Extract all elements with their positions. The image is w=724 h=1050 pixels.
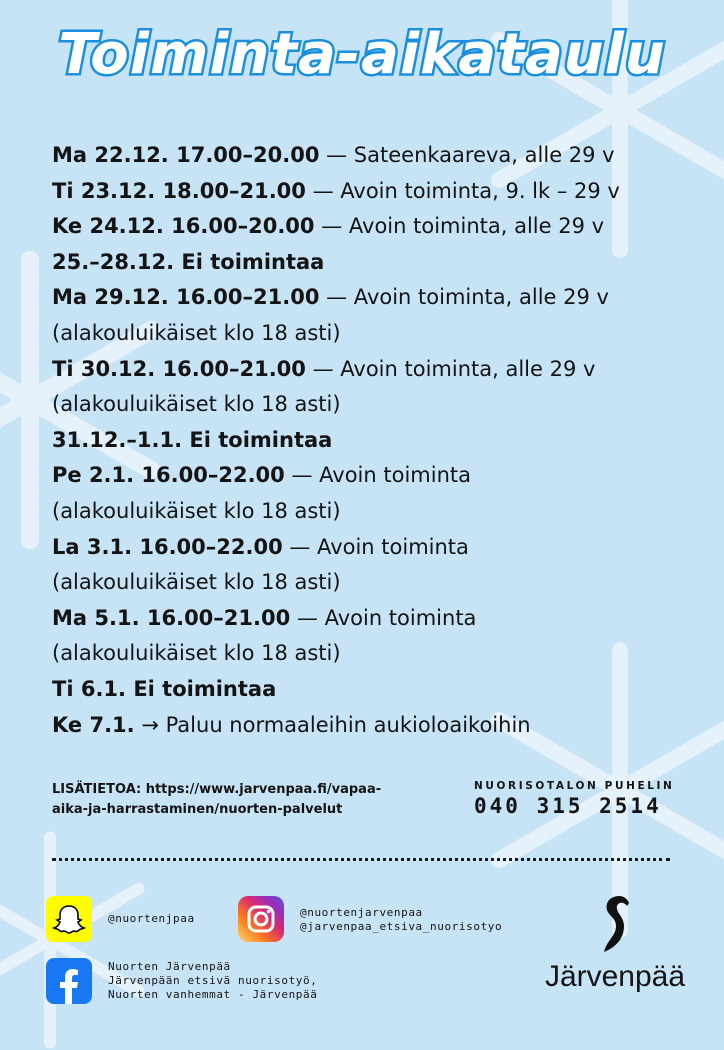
instagram-handle[interactable]: @nuortenjarvenpaa bbox=[300, 906, 423, 919]
page-title: Toiminta-aikataulu bbox=[58, 22, 666, 87]
schedule-detail: (alakouluikäiset klo 18 asti) bbox=[52, 641, 341, 666]
schedule-line bbox=[52, 530, 692, 566]
schedule-line bbox=[52, 423, 692, 459]
facebook-pages bbox=[108, 960, 317, 1002]
instagram-handles bbox=[300, 906, 502, 934]
schedule-date: Ke 24.12. 16.00–20.00 bbox=[52, 214, 315, 239]
schedule-detail: (alakouluikäiset klo 18 asti) bbox=[52, 498, 341, 523]
schedule-detail: — Avoin toiminta bbox=[290, 605, 477, 630]
schedule-line bbox=[52, 138, 692, 174]
jarvenpaa-logo bbox=[540, 892, 690, 994]
schedule-date: Pe 2.1. 16.00–22.00 bbox=[52, 463, 285, 488]
schedule-date: Ma 29.12. 16.00–21.00 bbox=[52, 285, 320, 310]
schedule-line bbox=[52, 458, 692, 494]
schedule-detail: — Sateenkaareva, alle 29 v bbox=[319, 143, 615, 167]
schedule-line bbox=[52, 316, 692, 352]
schedule-line bbox=[52, 387, 692, 423]
schedule-date: La 3.1. 16.00–22.00 bbox=[52, 534, 283, 559]
more-info-link[interactable] bbox=[52, 780, 381, 820]
schedule-detail: — Avoin toiminta, 9. lk – 29 v bbox=[305, 178, 620, 203]
facebook-icon[interactable] bbox=[46, 958, 92, 1004]
schedule-list bbox=[52, 138, 692, 743]
instagram-handle[interactable]: @jarvenpaa_etsiva_nuorisotyo bbox=[300, 920, 503, 933]
schedule-line bbox=[52, 601, 692, 637]
schedule-detail: (alakouluikäiset klo 18 asti) bbox=[52, 570, 341, 595]
schedule-detail: — Avoin toiminta, alle 29 v bbox=[314, 214, 605, 239]
dotted-divider bbox=[52, 858, 670, 861]
schedule-date: 25.–28.12. Ei toimintaa bbox=[52, 249, 325, 274]
schedule-line bbox=[52, 174, 692, 210]
schedule-date: Ti 23.12. 18.00–21.00 bbox=[52, 178, 306, 203]
schedule-line bbox=[52, 494, 692, 530]
schedule-date: Ma 5.1. 16.00–21.00 bbox=[52, 605, 291, 630]
phone-label: NUORISOTALON PUHELIN bbox=[474, 780, 675, 792]
phone-block bbox=[474, 780, 674, 818]
logo-wordmark: Järvenpää bbox=[544, 960, 686, 993]
instagram-icon[interactable] bbox=[238, 896, 284, 942]
schedule-date: Ti 6.1. Ei toimintaa bbox=[52, 676, 277, 701]
swan-logo-icon bbox=[585, 892, 645, 962]
schedule-line bbox=[52, 352, 692, 388]
schedule-detail: — Avoin toiminta bbox=[282, 534, 469, 559]
schedule-detail: — Avoin toiminta bbox=[284, 463, 471, 488]
schedule-date: Ti 30.12. 16.00–21.00 bbox=[52, 356, 306, 381]
snapchat-handle[interactable]: @nuortenjpaa bbox=[108, 912, 195, 925]
schedule-line bbox=[52, 280, 692, 316]
schedule-line bbox=[52, 636, 692, 672]
schedule-detail: → Paluu normaaleihin aukioloaikoihin bbox=[134, 712, 531, 737]
facebook-page[interactable]: Järvenpään etsivä nuorisotyö, bbox=[108, 974, 318, 987]
more-info-line: aika-ja-harrastaminen/nuorten-palvelut bbox=[52, 802, 343, 817]
schedule-detail: — Avoin toiminta, alle 29 v bbox=[319, 285, 609, 310]
schedule-line bbox=[52, 245, 692, 281]
schedule-detail: — Avoin toiminta, alle 29 v bbox=[305, 356, 596, 381]
facebook-page[interactable]: Nuorten Järvenpää bbox=[108, 960, 231, 973]
schedule-date: Ma 22.12. 17.00–20.00 bbox=[52, 143, 320, 167]
facebook-page[interactable]: Nuorten vanhemmat - Järvenpää bbox=[108, 988, 318, 1001]
schedule-detail: (alakouluikäiset klo 18 asti) bbox=[52, 320, 341, 345]
schedule-line bbox=[52, 672, 692, 708]
schedule-line bbox=[52, 565, 692, 601]
snapchat-icon[interactable] bbox=[46, 896, 92, 942]
more-info-line: LISÄTIETOA: https://www.jarvenpaa.fi/vapaa- bbox=[52, 782, 382, 797]
phone-number[interactable]: 040 315 2514 bbox=[474, 794, 662, 818]
schedule-line bbox=[52, 708, 692, 744]
schedule-detail: (alakouluikäiset klo 18 asti) bbox=[52, 392, 341, 417]
schedule-line bbox=[52, 209, 692, 245]
schedule-date: Ke 7.1. bbox=[52, 712, 135, 737]
schedule-date: 31.12.–1.1. Ei toimintaa bbox=[52, 427, 333, 452]
